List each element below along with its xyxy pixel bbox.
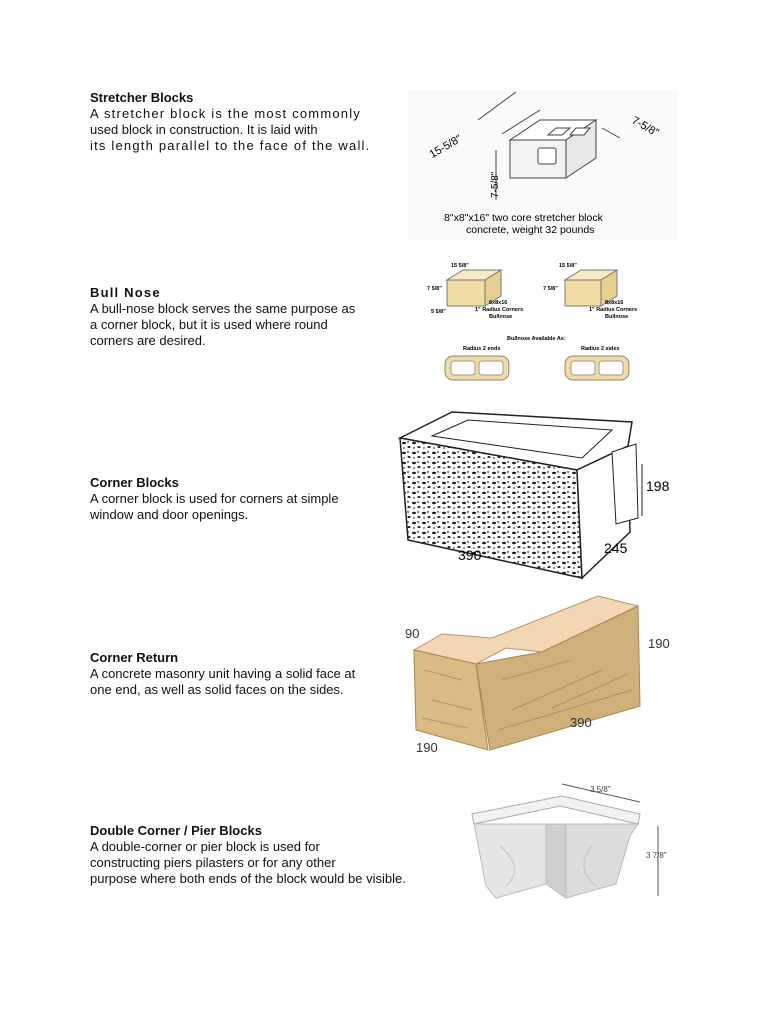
section-title: Corner Return — [90, 650, 179, 665]
bullnose-right-label: 1" Radius Corners — [589, 307, 638, 313]
bullnose-right-side-dim: 7 5/8" — [543, 286, 558, 292]
description-line: constructing piers pilasters or for any other — [90, 855, 336, 870]
section-double-corner-pier-blocks — [90, 823, 406, 887]
bullnose-left-label: 6x8x16 — [489, 300, 508, 306]
bullnose-left-side-dim: 7 5/8" — [427, 286, 442, 292]
bullnose-left-label: Bullnose — [489, 314, 513, 320]
bullnose-right-label: 8x8x16 — [605, 300, 624, 306]
length-dimension-label: 390 — [458, 547, 482, 563]
description-line: A bull-nose block serves the same purpose as — [90, 301, 356, 316]
corner-return-figure — [402, 590, 692, 765]
caption-line: 8"x8"x16" two core stretcher block — [444, 212, 603, 224]
pier-block-figure — [466, 776, 686, 906]
section-corner-blocks — [90, 475, 339, 523]
section-title: Stretcher Blocks — [90, 90, 194, 105]
section-title: Corner Blocks — [90, 475, 179, 490]
length-dimension-label: 15-5/8" — [427, 132, 464, 161]
description-line: a corner block, but it is used where round — [90, 317, 328, 332]
height-dimension-label: 3 7/8" — [646, 851, 667, 860]
description-line: A stretcher block is the most commonly — [90, 106, 362, 121]
bullnose-option-label: Radius 2 ends — [463, 346, 501, 352]
description-line: its length parallel to the face of the wall. — [90, 138, 371, 153]
height-dimension-label: 7-5/8" — [490, 171, 501, 198]
description-line: window and door openings. — [90, 507, 249, 522]
description-line: purpose where both ends of the block would be visible. — [90, 871, 406, 886]
section-bull-nose — [90, 285, 355, 349]
section-title: Bull Nose — [90, 285, 161, 300]
bullnose-right-label: Bullnose — [605, 314, 629, 320]
bullnose-right-top-dim: 15 5/8" — [559, 263, 577, 269]
description-line: one end, as well as solid faces on the sides. — [90, 682, 344, 697]
width-dimension-label: 7-5/8" — [629, 114, 661, 140]
bottom-left-dimension-label: 190 — [416, 740, 438, 755]
section-title: Double Corner / Pier Blocks — [90, 823, 262, 838]
top-right-dimension-label: 190 — [648, 636, 670, 651]
width-dimension-label: 245 — [604, 540, 628, 556]
top-left-dimension-label: 90 — [405, 626, 420, 641]
bullnose-available-label: Bullnose Available As: — [507, 336, 566, 342]
height-dimension-label: 198 — [646, 478, 670, 494]
description-line: corners are desired. — [90, 333, 206, 348]
corner-block-figure — [392, 400, 692, 585]
width-dimension-label: 3 5/8" — [590, 785, 611, 794]
length-dimension-label: 390 — [570, 715, 592, 730]
caption-line: concrete, weight 32 pounds — [466, 224, 595, 236]
section-stretcher-blocks — [90, 90, 370, 154]
description-line: A concrete masonry unit having a solid face at — [90, 666, 356, 681]
description-line: used block in construction. It is laid with — [90, 122, 318, 137]
bullnose-left-top-dim: 15 5/8" — [451, 263, 469, 269]
bullnose-left-label: 1" Radius Corners — [475, 307, 524, 313]
bull-nose-figure — [425, 258, 655, 388]
bullnose-left-bottom-dim: 5 5/8" — [431, 309, 446, 315]
stretcher-block-figure — [408, 90, 678, 240]
bullnose-option-label: Radius 2 sides — [581, 346, 620, 352]
section-corner-return — [90, 650, 355, 698]
description-line: A corner block is used for corners at simple — [90, 491, 339, 506]
description-line: A double-corner or pier block is used for — [90, 839, 320, 854]
